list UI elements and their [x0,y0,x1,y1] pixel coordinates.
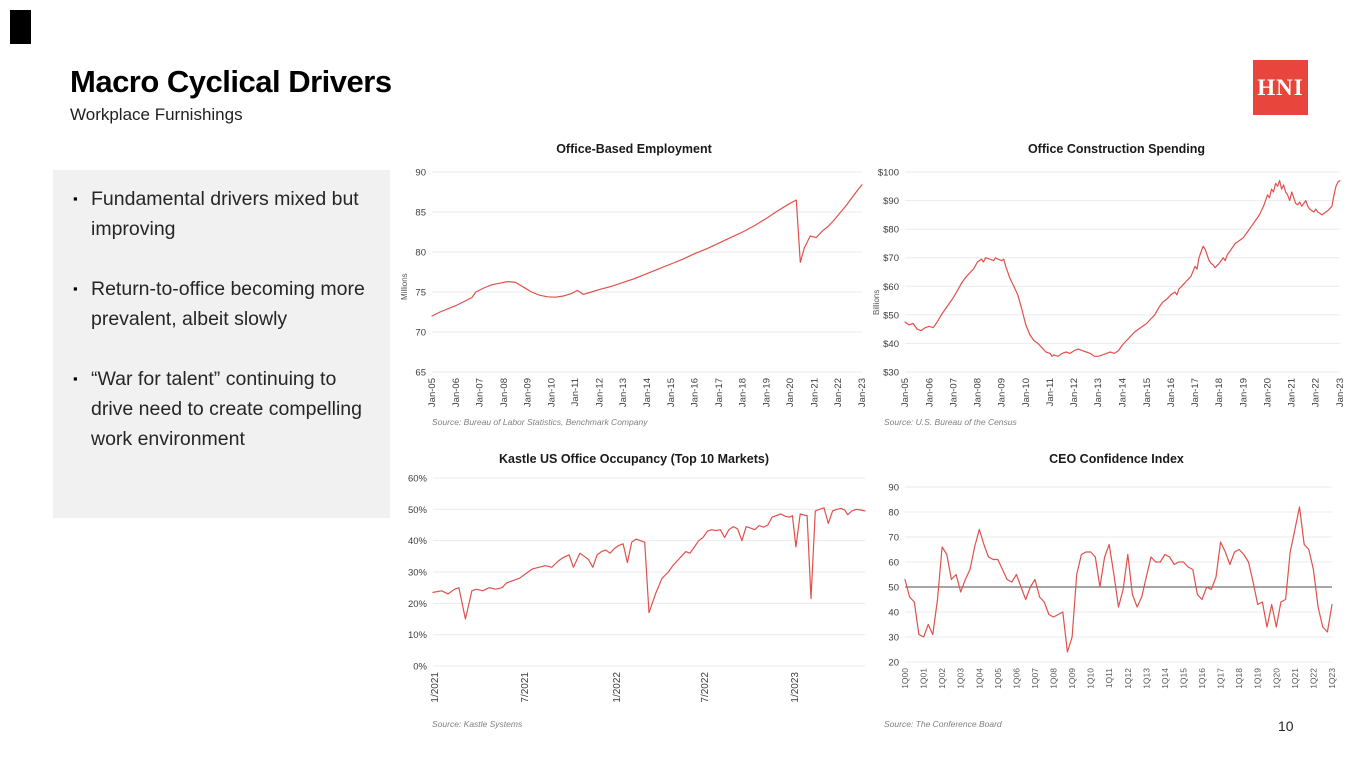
hni-logo-text: HNI [1257,74,1304,100]
svg-text:Jan-19: Jan-19 [1238,378,1250,408]
svg-text:1Q23: 1Q23 [1327,668,1337,689]
page-subtitle: Workplace Furnishings [70,105,243,124]
svg-text:20%: 20% [407,598,427,610]
svg-text:60%: 60% [407,474,427,485]
svg-text:Jan-17: Jan-17 [1190,378,1202,408]
svg-text:1Q00: 1Q00 [900,668,910,689]
svg-text:Jan-22: Jan-22 [1310,378,1322,408]
svg-text:Jan-07: Jan-07 [948,378,960,408]
svg-text:0%: 0% [413,661,427,673]
svg-text:1Q03: 1Q03 [955,668,966,689]
chart-title: Kastle US Office Occupancy (Top 10 Markets) [499,452,769,466]
svg-text:1Q05: 1Q05 [992,668,1003,689]
svg-text:1Q18: 1Q18 [1234,668,1245,689]
svg-text:Jan-11: Jan-11 [1044,378,1056,407]
svg-text:$70: $70 [883,253,899,265]
svg-text:1Q11: 1Q11 [1104,668,1115,689]
svg-text:1Q17: 1Q17 [1215,668,1226,689]
svg-text:Jan-14: Jan-14 [642,378,653,408]
bullet-text: Return-to-office becoming more prevalent, albeit slowly [91,278,365,330]
svg-text:Jan-08: Jan-08 [498,378,510,408]
svg-text:$60: $60 [883,281,899,293]
svg-text:1Q12: 1Q12 [1122,668,1133,689]
svg-text:Jan-20: Jan-20 [1262,378,1274,408]
svg-text:7/2022: 7/2022 [700,672,712,703]
chart-title: CEO Confidence Index [1049,452,1184,466]
svg-text:$30: $30 [883,367,899,379]
svg-text:Jan-08: Jan-08 [972,378,984,408]
svg-text:50: 50 [888,582,899,594]
svg-text:1/2022: 1/2022 [612,672,624,703]
page-title: Macro Cyclical Drivers [70,64,392,99]
chart-source: Source: The Conference Board [884,719,1002,729]
svg-text:1/2021: 1/2021 [430,672,442,703]
svg-text:Jan-12: Jan-12 [594,378,606,408]
chart-title: Office-Based Employment [556,142,712,156]
svg-text:1Q10: 1Q10 [1085,668,1096,689]
svg-text:20: 20 [888,657,899,669]
svg-text:Jan-15: Jan-15 [666,378,678,408]
svg-text:Jan-10: Jan-10 [546,378,558,408]
svg-text:$100: $100 [877,167,899,179]
svg-text:Jan-06: Jan-06 [924,378,936,408]
svg-text:70: 70 [888,532,899,544]
svg-text:80: 80 [888,507,899,519]
y-axis-label: Millions [400,273,409,300]
chart-source: Source: Bureau of Labor Statistics, Benchmark Company [432,417,648,427]
svg-text:40: 40 [888,607,899,619]
page-number: 10 [1278,718,1294,734]
svg-text:65: 65 [415,367,426,379]
svg-text:60: 60 [888,557,899,569]
svg-text:Jan-09: Jan-09 [996,378,1008,408]
bullet-panel [53,170,390,518]
chart-title: Office Construction Spending [1027,142,1206,156]
svg-text:1/2023: 1/2023 [790,672,802,703]
svg-text:7/2021: 7/2021 [520,672,532,703]
svg-text:Jan-06: Jan-06 [451,378,463,408]
svg-text:Jan-10: Jan-10 [1020,378,1032,408]
svg-text:1Q16: 1Q16 [1197,668,1208,689]
svg-text:Jan-09: Jan-09 [522,378,534,408]
svg-text:Jan-14: Jan-14 [1117,378,1129,408]
svg-text:40%: 40% [407,536,427,548]
chart-source: Source: U.S. Bureau of the Census [884,417,1017,427]
chart-canvas [398,162,870,412]
svg-text:$40: $40 [883,338,899,350]
svg-text:1Q04: 1Q04 [974,668,985,689]
svg-text:70: 70 [415,327,426,339]
svg-text:1Q07: 1Q07 [1029,668,1040,689]
svg-text:$80: $80 [883,224,899,236]
svg-text:90: 90 [888,482,899,494]
svg-text:75: 75 [415,287,426,299]
svg-text:1Q19: 1Q19 [1252,668,1263,689]
svg-text:30: 30 [888,632,899,644]
bullet-text: Fundamental drivers mixed but improving [91,188,359,240]
svg-text:1Q01: 1Q01 [918,668,929,689]
chart-canvas [868,474,1365,714]
svg-text:Jan-05: Jan-05 [900,378,911,408]
bullet-item [73,364,372,454]
corner-mark [10,10,31,44]
bullet-text: “War for talent” continuing to drive need to create compelling work environment [91,368,362,450]
bullet-square-icon: ▪ [73,191,78,206]
svg-text:Jan-23: Jan-23 [857,378,868,408]
svg-text:50%: 50% [407,504,427,516]
svg-text:Jan-21: Jan-21 [809,378,821,408]
svg-text:Jan-18: Jan-18 [1214,378,1226,408]
svg-text:Jan-19: Jan-19 [761,378,773,408]
svg-text:90: 90 [415,167,426,179]
svg-text:Jan-20: Jan-20 [785,378,797,408]
svg-text:Jan-16: Jan-16 [689,378,701,408]
chart-office-employment [398,140,870,427]
hni-logo [1253,60,1308,115]
svg-text:80: 80 [415,247,426,259]
svg-text:Jan-12: Jan-12 [1069,378,1081,408]
svg-text:1Q08: 1Q08 [1048,668,1059,689]
svg-text:1Q09: 1Q09 [1067,668,1078,689]
chart-ceo-confidence [868,450,1365,729]
chart-canvas [868,162,1365,412]
chart-source: Source: Kastle Systems [432,719,523,729]
svg-text:Jan-15: Jan-15 [1141,378,1153,408]
svg-text:Jan-07: Jan-07 [474,378,486,408]
bullet-square-icon: ▪ [73,371,78,386]
bullet-square-icon: ▪ [73,281,78,296]
chart-canvas [398,474,870,714]
bullet-item [73,184,372,244]
svg-text:Jan-16: Jan-16 [1165,378,1177,408]
svg-text:Jan-13: Jan-13 [617,378,629,408]
svg-text:Jan-18: Jan-18 [737,378,749,408]
svg-text:1Q02: 1Q02 [937,668,948,689]
svg-text:Jan-05: Jan-05 [427,378,438,408]
svg-text:10%: 10% [407,630,427,642]
svg-text:1Q13: 1Q13 [1141,668,1152,689]
svg-text:85: 85 [415,207,426,219]
svg-text:Jan-23: Jan-23 [1335,378,1346,408]
svg-text:$50: $50 [883,310,899,322]
chart-kastle-occupancy [398,450,870,729]
svg-text:Jan-21: Jan-21 [1286,378,1298,408]
svg-text:Jan-11: Jan-11 [570,378,582,407]
svg-text:1Q14: 1Q14 [1159,668,1170,689]
svg-text:$90: $90 [883,196,899,208]
y-axis-label: Billions [872,289,881,315]
svg-text:1Q20: 1Q20 [1271,668,1282,689]
svg-text:1Q22: 1Q22 [1308,668,1319,689]
svg-text:Jan-17: Jan-17 [713,378,725,408]
chart-office-construction [868,140,1365,427]
svg-text:Jan-22: Jan-22 [832,378,844,408]
svg-text:1Q15: 1Q15 [1178,668,1189,689]
svg-text:30%: 30% [407,567,427,579]
bullet-item [73,274,372,334]
svg-text:1Q06: 1Q06 [1011,668,1022,689]
svg-text:1Q21: 1Q21 [1289,668,1300,689]
svg-text:Jan-13: Jan-13 [1093,378,1105,408]
